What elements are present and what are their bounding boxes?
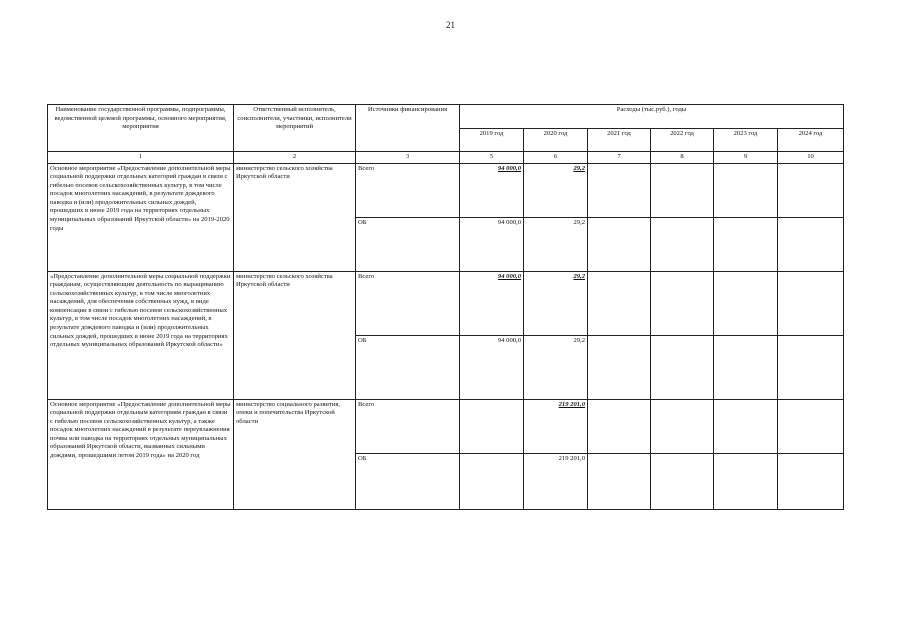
- column-number: 2: [234, 152, 356, 164]
- expense-value: [714, 163, 778, 217]
- column-number: 7: [588, 152, 651, 164]
- funding-source: Всего: [356, 163, 460, 217]
- expense-value: [588, 335, 651, 399]
- expense-value: [460, 453, 524, 509]
- expense-value: [588, 453, 651, 509]
- expense-value: 219 201,0: [524, 399, 588, 453]
- funding-source: ОБ: [356, 453, 460, 509]
- expense-value: [714, 217, 778, 271]
- header-year: 2020 год: [524, 129, 588, 152]
- expense-value: 94 000,0: [460, 271, 524, 335]
- expense-value: [778, 271, 844, 335]
- expense-value: [714, 271, 778, 335]
- measure-executor: министерство социального развития, опеки и попечительства Иркутской области: [234, 399, 356, 509]
- expense-value: [588, 399, 651, 453]
- expense-value: [651, 399, 714, 453]
- table-row: [48, 271, 844, 335]
- header-source: Источники финансирования: [356, 105, 460, 152]
- header-expenses: Расходы (тыс.руб.), годы: [460, 105, 844, 129]
- expense-value: 29,2: [524, 217, 588, 271]
- expense-value: 29,2: [524, 335, 588, 399]
- expense-value: [714, 335, 778, 399]
- expense-value: [778, 399, 844, 453]
- expense-value: [714, 453, 778, 509]
- measure-name: Основное мероприятие «Предоставление дополнительной меры социальной поддержки отдельным категориям граждан в связи с гибелью посевов сельскохозяйственных культур, а также посадок многолетних насаждений в результате переувлажнения почвы или паводка на территориях отдельных муниципальных образований Иркутской области, вызванных сильными дождями, прошедшими летом 2019 года» на 2020 год: [48, 399, 234, 509]
- header-year: 2021 год: [588, 129, 651, 152]
- expense-value: [588, 217, 651, 271]
- expense-value: [588, 271, 651, 335]
- expense-value: 94 000,0: [460, 217, 524, 271]
- expense-value: [651, 271, 714, 335]
- header-year: 2022 год: [651, 129, 714, 152]
- header-name: Наименование государственной программы, подпрограммы, ведомственной целевой программы, основного мероприятия, мероприятия: [48, 105, 234, 152]
- measure-executor: министерство сельского хозяйства Иркутской области: [234, 163, 356, 271]
- expense-value: [714, 399, 778, 453]
- table-row: [48, 163, 844, 217]
- budget-table: [47, 104, 844, 510]
- page-number: 21: [446, 20, 455, 30]
- funding-source: ОБ: [356, 217, 460, 271]
- expense-value: [778, 217, 844, 271]
- header-year: 2023 год: [714, 129, 778, 152]
- column-number: 3: [356, 152, 460, 164]
- expense-value: [460, 399, 524, 453]
- expense-value: [778, 335, 844, 399]
- expense-value: [651, 163, 714, 217]
- measure-name: Основное мероприятие «Предоставление дополнительной меры социальной поддержки отдельных категорий граждан в связи с гибелью посевов сельскохозяйственных культур, в том числе посадок многолетних насаждений, в результате дождевого паводка и (или) продолжительных сильных дождей, прошедших в июне 2019 года на территориях отдельных муниципальных образований Иркутской области» на 2019-2020 годы: [48, 163, 234, 271]
- column-number: 9: [714, 152, 778, 164]
- expense-value: 29,2: [524, 163, 588, 217]
- funding-source: ОБ: [356, 335, 460, 399]
- expense-value: 94 000,0: [460, 163, 524, 217]
- expense-value: [778, 163, 844, 217]
- column-number: 10: [778, 152, 844, 164]
- column-number: 5: [460, 152, 524, 164]
- column-number: 8: [651, 152, 714, 164]
- funding-source: Всего: [356, 399, 460, 453]
- measure-executor: министерство сельского хозяйства Иркутской области: [234, 271, 356, 399]
- expense-value: [651, 335, 714, 399]
- expense-value: 29,2: [524, 271, 588, 335]
- expense-value: 94 000,0: [460, 335, 524, 399]
- expense-value: [651, 453, 714, 509]
- measure-name: «Предоставление дополнительной меры социальной поддержки гражданам, осуществляющим деятельность по выращиванию сельскохозяйственных культур, в том числе многолетних насаждений, для обеспечения собственных нужд, в виде компенсации в связи с гибелью посевов сельскохозяйственных культур, в том числе посадок многолетних насаждений, в результате дождевого паводка и (или) продолжительных сильных дождей, прошедших в июне 2019 года на территориях отдельных муниципальных образований Иркутской области»: [48, 271, 234, 399]
- header-year: 2019 год: [460, 129, 524, 152]
- expense-value: [588, 163, 651, 217]
- header-year: 2024 год: [778, 129, 844, 152]
- column-number: 1: [48, 152, 234, 164]
- table-row: [48, 399, 844, 453]
- expense-value: [778, 453, 844, 509]
- expense-value: [651, 217, 714, 271]
- funding-source: Всего: [356, 271, 460, 335]
- expense-value: 219 201,0: [524, 453, 588, 509]
- column-number: 6: [524, 152, 588, 164]
- header-executor: Ответственный исполнитель, соисполнители, участники, исполнители мероприятий: [234, 105, 356, 152]
